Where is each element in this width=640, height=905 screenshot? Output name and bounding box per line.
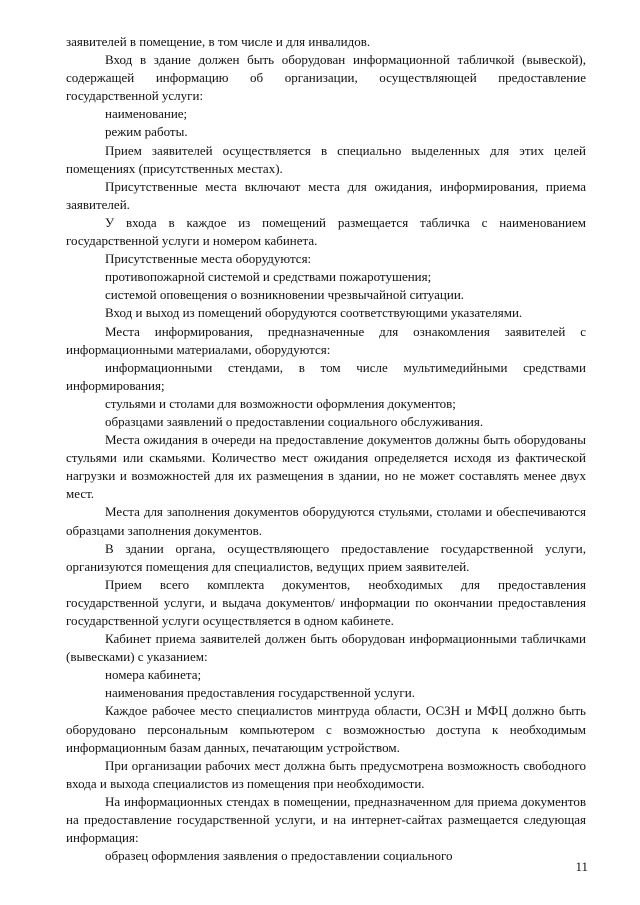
- paragraph: Места ожидания в очереди на предоставление документов должны быть оборудованы стульями или скамьями. Количество мест ожидания определяется исходя из фактической нагрузки и возможностей для их размещения в здании, но не может составлять менее двух мест.: [66, 432, 586, 502]
- list-item: режим работы.: [105, 124, 188, 140]
- paragraph: Вход в здание должен быть оборудован информационной табличкой (вывеской), содержащей информацию об организации, осуществляющей предоставление государственной услуги:: [66, 52, 586, 104]
- paragraph: заявителей в помещение, в том числе и для инвалидов.: [66, 34, 371, 49]
- paragraph: В здании органа, осуществляющего предоставление государственной услуги, организуются помещения для специалистов, ведущих прием заявителей.: [66, 540, 586, 574]
- paragraph: информационными стендами, в том числе мультимедийными средствами информирования;: [66, 359, 586, 393]
- paragraph: Вход и выход из помещений оборудуются соответствующими указателями.: [105, 305, 523, 321]
- paragraph: При организации рабочих мест должна быть предусмотрена возможность свободного входа и выхода специалистов из помещения при необходимости.: [66, 757, 586, 791]
- paragraph: Места для заполнения документов оборудуются стульями, столами и обеспечиваются образцами заполнения документов.: [66, 504, 586, 538]
- paragraph: Прием всего комплекта документов, необходимых для предоставления государственной услуги, и выдача документов/ информации по окончании предоставления государственной услуги осуществляется в одном кабинете.: [66, 576, 586, 628]
- list-item: образцами заявлений о предоставлении социального обслуживания.: [105, 413, 484, 429]
- paragraph: У входа в каждое из помещений размещается табличка с наименованием государственной услуги и номером кабинета.: [66, 214, 586, 249]
- paragraph: Присутственные места оборудуются:: [105, 251, 312, 267]
- list-item: системой оповещения о возникновении чрезвычайной ситуации.: [105, 287, 465, 303]
- list-item: наименование;: [105, 106, 188, 122]
- body-text: [66, 33, 586, 865]
- page-number: 11: [575, 859, 588, 874]
- list-item: противопожарной системой и средствами пожаротушения;: [105, 269, 432, 285]
- paragraph: образец оформления заявления о предоставлении социального: [105, 848, 453, 864]
- paragraph: Кабинет приема заявителей должен быть оборудован информационными табличками (вывесками) с указанием:: [66, 631, 586, 665]
- paragraph: На информационных стендах в помещении, предназначенном для приема документов на предоставление государственной услуги, и на интернет-сайтах размещается следующая информация:: [66, 793, 586, 846]
- paragraph: Каждое рабочее место специалистов минтруда области, ОСЗН и МФЦ должно быть оборудовано персональным компьютером с возможностью доступа к необходимым информационным базам данных, печатающим устройством.: [66, 703, 586, 755]
- list-item: стульями и столами для возможности оформления документов;: [105, 395, 456, 411]
- list-item: наименования предоставления государственной услуги.: [105, 685, 415, 701]
- paragraph: Прием заявителей осуществляется в специально выделенных для этих целей помещениях (присутственных местах).: [66, 142, 586, 176]
- list-item: номера кабинета;: [105, 667, 202, 683]
- paragraph: Места информирования, предназначенные для ознакомления заявителей с информационными материалами, оборудуются:: [66, 323, 586, 357]
- paragraph: Присутственные места включают места для ожидания, информирования, приема заявителей.: [66, 178, 586, 212]
